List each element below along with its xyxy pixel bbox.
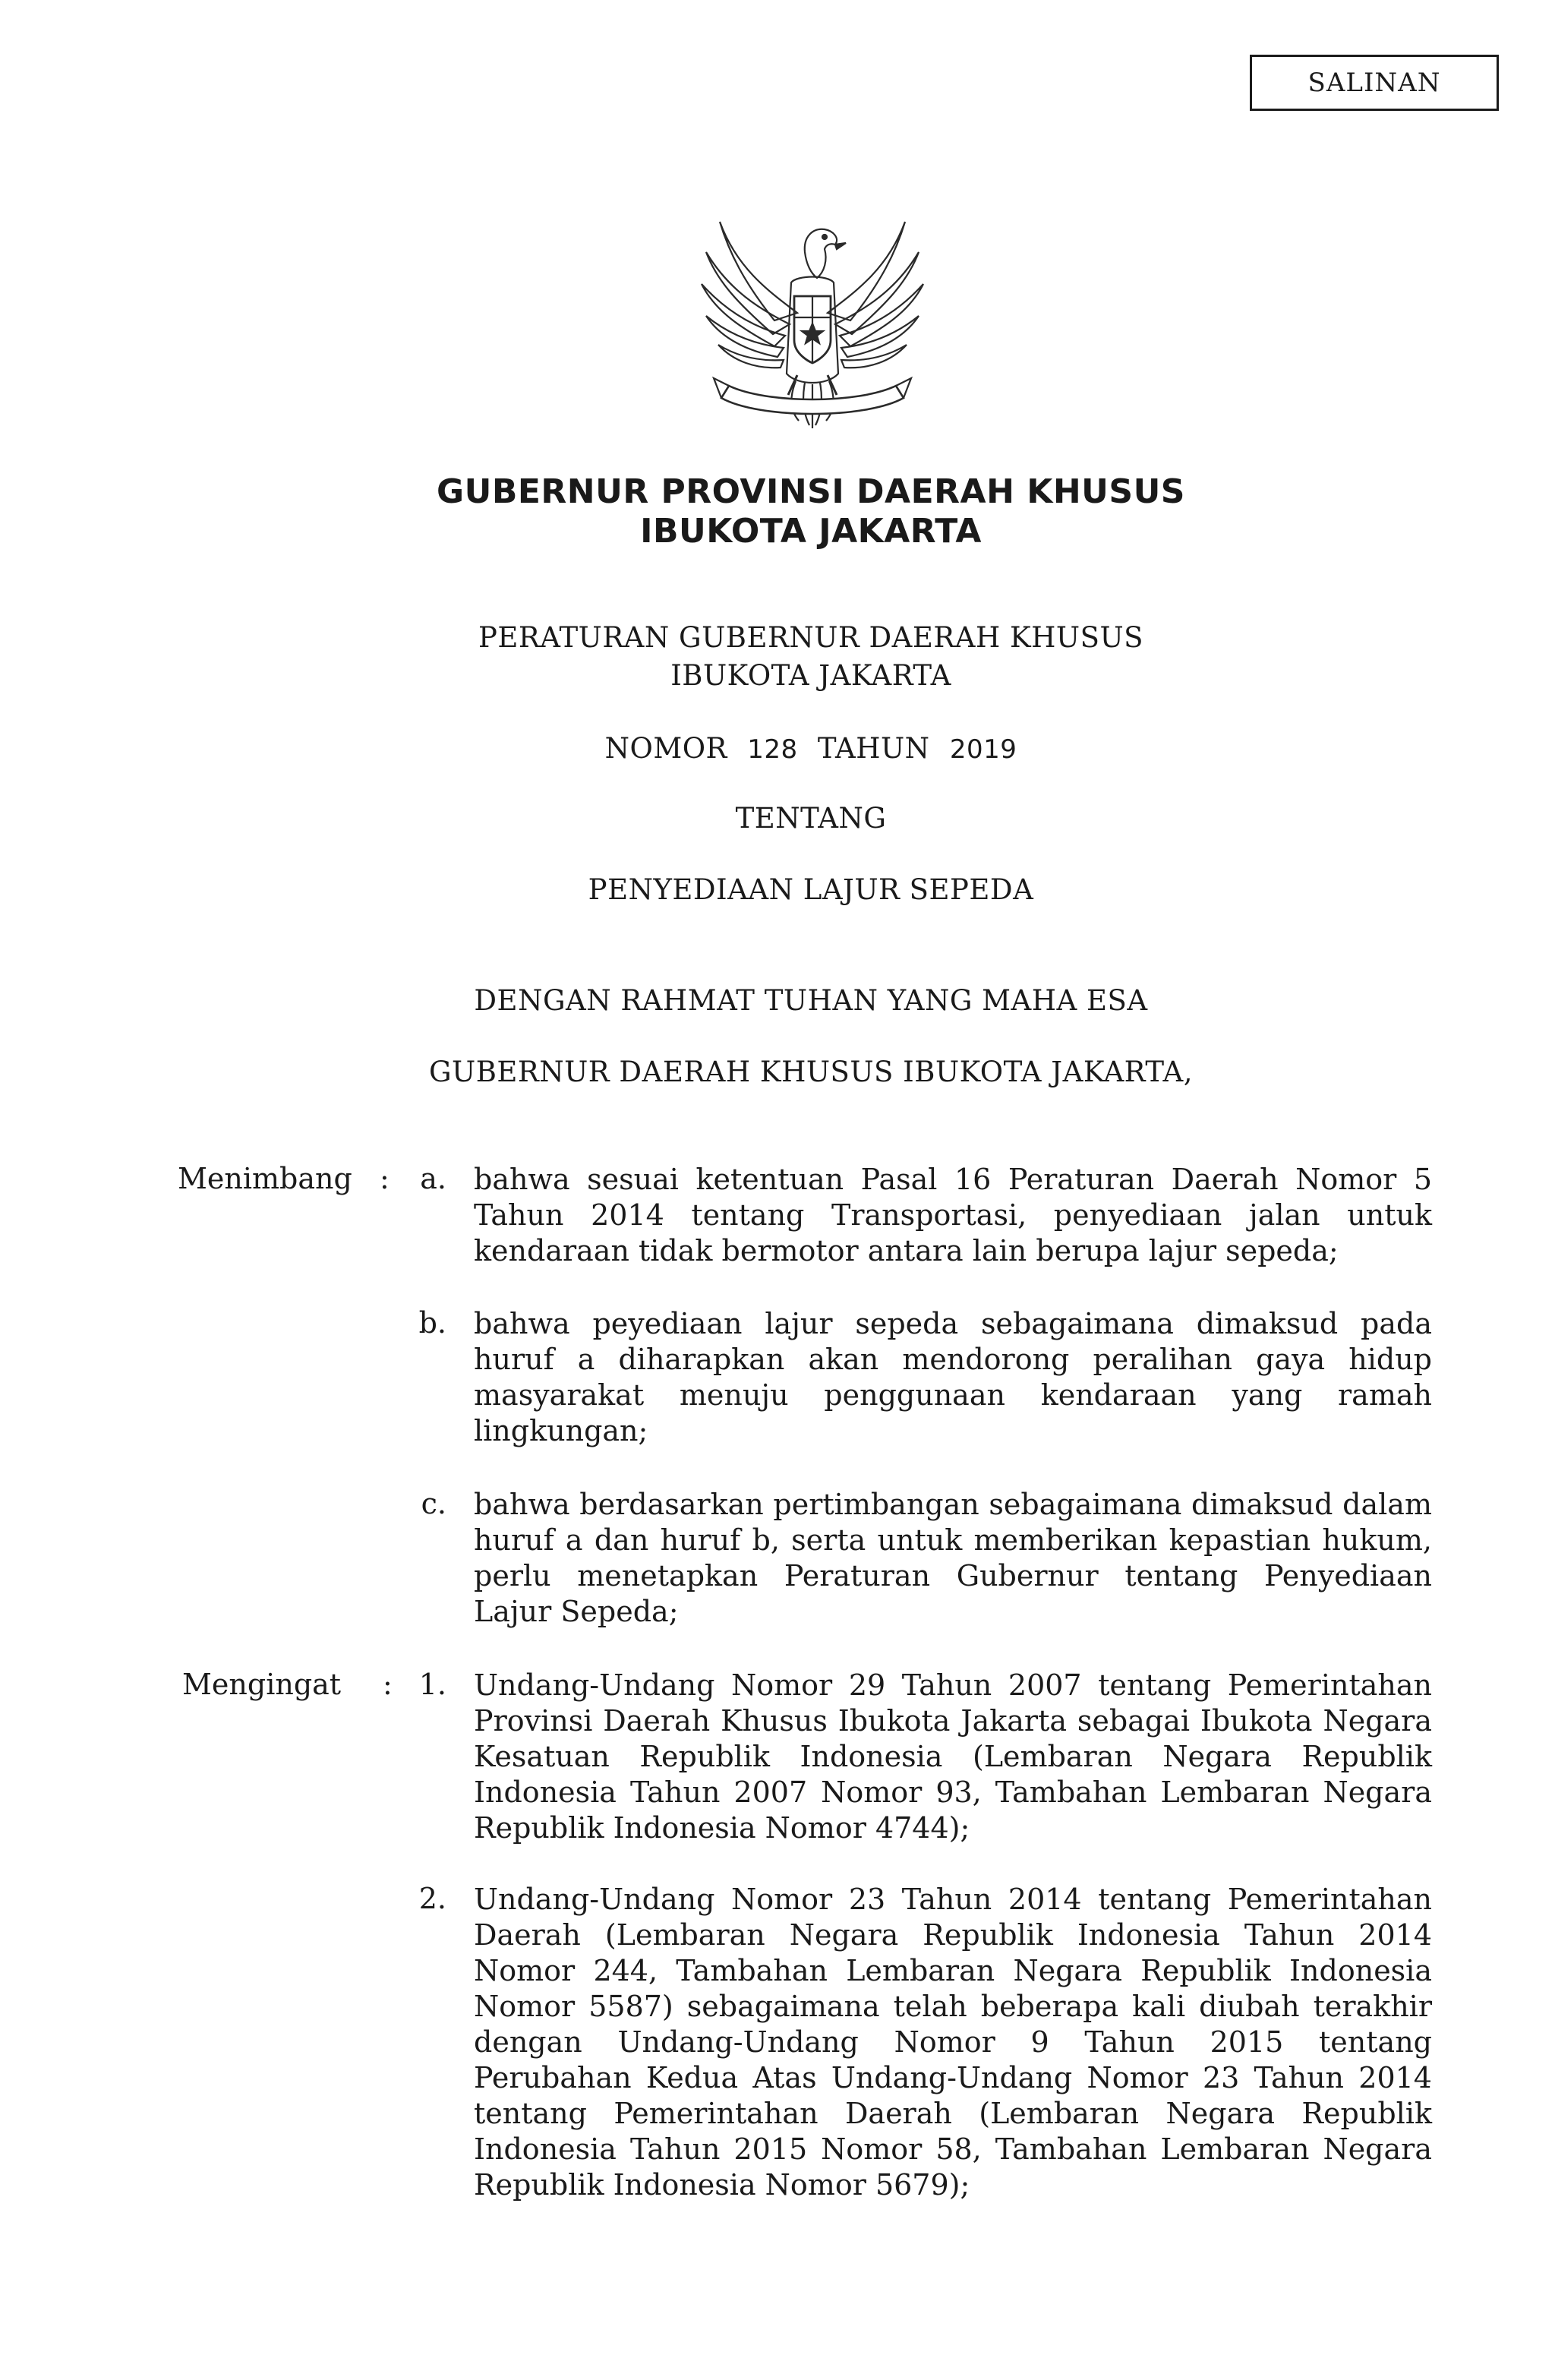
- tahun-value: 2019: [949, 734, 1017, 765]
- mengingat-colon: :: [383, 1668, 393, 1701]
- nomor-value: 128: [747, 734, 798, 765]
- mengingat-label: Mengingat: [182, 1668, 342, 1701]
- item-text: bahwa sesuai ketentuan Pasal 16 Peraturan Daerah Nomor 5 Tahun 2014 tentang Transportasi, penyediaan jalan untuk kendaraan tidak bermotor antara lain berupa lajur sepeda;: [474, 1163, 1432, 1267]
- regulation-title-line1: PERATURAN GUBERNUR DAERAH KHUSUS: [478, 621, 1143, 654]
- issuer-line: GUBERNUR DAERAH KHUSUS IBUKOTA JAKARTA,: [428, 1056, 1194, 1088]
- item-marker: c.: [421, 1487, 446, 1520]
- item-marker: b.: [418, 1306, 446, 1340]
- item-marker: a.: [420, 1162, 446, 1195]
- item-marker: 2.: [418, 1882, 446, 1915]
- tahun-label: TAHUN: [817, 732, 930, 765]
- regulation-number-line: [33, 732, 1555, 765]
- tentang-heading: TENTANG: [735, 802, 887, 835]
- regulation-title-line2: IBUKOTA JAKARTA: [670, 659, 951, 692]
- salinan-stamp: [1250, 55, 1499, 111]
- salinan-label: SALINAN: [1307, 68, 1441, 98]
- menimbang-label: Menimbang: [178, 1162, 352, 1195]
- invocation: DENGAN RAHMAT TUHAN YANG MAHA ESA: [474, 984, 1148, 1017]
- item-text: bahwa berdasarkan pertimbangan sebagaimana dimaksud dalam huruf a dan huruf b, serta untuk memberikan kepastian hukum, perlu menetapkan Peraturan Gubernur tentang Penyediaan Lajur Sepeda;: [474, 1488, 1432, 1628]
- item-text: bahwa peyediaan lajur sepeda sebagaimana dimaksud pada huruf a diharapkan akan mendorong peralihan gaya hidup masyarakat menuju penggunaan kendaraan yang ramah lingkungan;: [474, 1307, 1432, 1447]
- office-title-line1: GUBERNUR PROVINSI DAERAH KHUSUS: [436, 472, 1185, 511]
- garuda-pancasila-emblem: [683, 199, 942, 457]
- nomor-label: NOMOR: [604, 732, 727, 765]
- item-marker: 1.: [418, 1668, 446, 1701]
- item-text: Undang-Undang Nomor 29 Tahun 2007 tentang Pemerintahan Provinsi Daerah Khusus Ibukota Jakarta sebagai Ibukota Negara Kesatuan Republik Indonesia (Lembaran Negara Republik Indonesia Tahun 2007 Nomor 93, Tambahan Lembaran Negara Republik Indonesia Nomor 4744);: [474, 1668, 1432, 1845]
- office-title-line2: IBUKOTA JAKARTA: [640, 512, 982, 551]
- regulation-subject: PENYEDIAAN LAJUR SEPEDA: [588, 873, 1034, 906]
- item-text: Undang-Undang Nomor 23 Tahun 2014 tentang Pemerintahan Daerah (Lembaran Negara Republik Indonesia Tahun 2014 Nomor 244, Tambahan Lembaran Negara Republik Indonesia Nomor 5587) sebagaimana telah beberapa kali diubah terakhir dengan Undang-Undang Nomor 9 Tahun 2015 tentang Perubahan Kedua Atas Undang-Undang Nomor 23 Tahun 2014 tentang Pemerintahan Daerah (Lembaran Negara Republik Indonesia Tahun 2015 Nomor 58, Tambahan Lembaran Negara Republik Indonesia Nomor 5679);: [474, 1883, 1432, 2202]
- menimbang-colon: :: [380, 1162, 390, 1195]
